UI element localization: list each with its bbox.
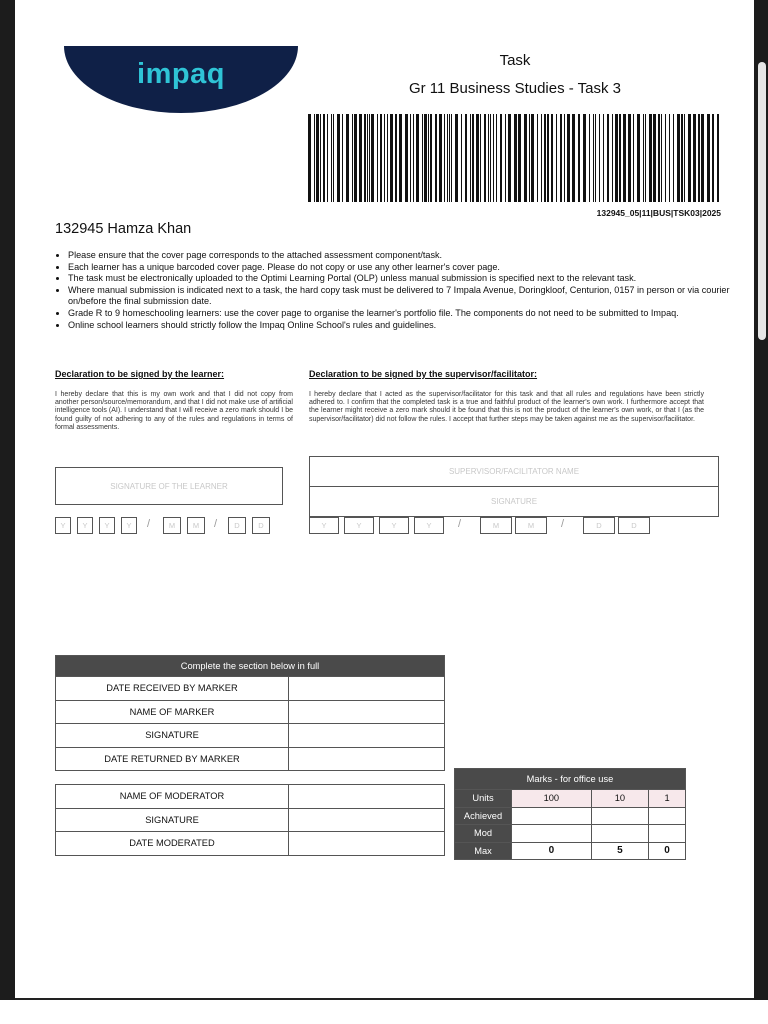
document-page	[15, 0, 754, 998]
barcode-bar	[346, 114, 349, 202]
table-row	[56, 832, 445, 856]
date-separator: /	[561, 518, 565, 530]
left-edge	[0, 0, 15, 1000]
learner-signature-field[interactable]: SIGNATURE OF THE LEARNER	[55, 467, 283, 505]
supervisor-date-day-box[interactable]: D	[583, 517, 615, 534]
units-label: Units	[455, 790, 512, 808]
barcode-bar	[410, 114, 411, 202]
table-row	[56, 700, 445, 724]
barcode-bar	[371, 114, 374, 202]
supervisor-date-year-box[interactable]: Y	[414, 517, 444, 534]
barcode-bar	[619, 114, 621, 202]
date-received-field[interactable]	[289, 677, 445, 701]
marks-table	[454, 768, 686, 860]
date-moderated-label: DATE MODERATED	[56, 832, 289, 856]
page-bottom-border	[15, 998, 754, 1000]
barcode-number: 132945_05|11|BUS|TSK03|2025	[596, 208, 721, 218]
date-separator: /	[147, 518, 151, 530]
barcode-bar	[337, 114, 340, 202]
learner-name: 132945 Hamza Khan	[55, 221, 192, 237]
barcode-bar	[461, 114, 462, 202]
table-row	[56, 808, 445, 832]
marker-signature-label: SIGNATURE	[56, 724, 289, 748]
barcode-bar	[387, 114, 388, 202]
mod-label: Mod	[455, 825, 512, 843]
table-row	[56, 677, 445, 701]
barcode-bar	[413, 114, 414, 202]
learner-date-day-box[interactable]: D	[228, 517, 246, 534]
barcode-bar	[430, 114, 432, 202]
impaq-logo	[64, 46, 298, 113]
supervisor-signature-field[interactable]: SIGNATURE	[309, 486, 719, 517]
barcode-bar	[607, 114, 609, 202]
supervisor-date-month-box[interactable]: M	[480, 517, 512, 534]
barcode-bar	[531, 114, 534, 202]
barcode-bar	[698, 114, 700, 202]
barcode-bar	[684, 114, 685, 202]
date-separator: /	[214, 518, 218, 530]
barcode-bar	[643, 114, 644, 202]
barcode-bar	[649, 114, 652, 202]
barcode-bar	[681, 114, 683, 202]
learner-date-month-box[interactable]: M	[187, 517, 205, 534]
marker-name-field[interactable]	[289, 700, 445, 724]
barcode-bar	[500, 114, 502, 202]
barcode-bar	[314, 114, 315, 202]
right-scrollbar-track[interactable]	[754, 0, 768, 1000]
barcode-bar	[359, 114, 362, 202]
barcode-bar	[693, 114, 696, 202]
barcode-bar	[424, 114, 427, 202]
logo-text: impaq	[137, 58, 225, 90]
learner-declaration-text: I hereby declare that this is my own work and that I did not copy from another person/source/memorandum, and that I did not make use of artificial intelligence tools (AI). I understand that I will receive a zero mark should I be found guilty of not adhering to any of the rules and regulations in terms of formal assessments.	[55, 391, 293, 431]
barcode-bar	[331, 114, 332, 202]
barcode-bar	[476, 114, 479, 202]
learner-date-year-box[interactable]: Y	[55, 517, 71, 534]
barcode-bar	[505, 114, 506, 202]
barcode-bar	[364, 114, 366, 202]
barcode-bar	[435, 114, 437, 202]
barcode-bar	[551, 114, 553, 202]
barcode-bar	[428, 114, 429, 202]
supervisor-declaration-title: Declaration to be signed by the supervisor/facilitator:	[309, 369, 538, 379]
learner-date-year-box[interactable]: Y	[99, 517, 115, 534]
barcode-bar	[583, 114, 586, 202]
instructions-list	[55, 250, 738, 331]
barcode-bar	[488, 114, 489, 202]
table-row	[56, 785, 445, 809]
max-row	[455, 842, 686, 860]
achieved-row	[455, 807, 686, 825]
barcode-bar	[470, 114, 471, 202]
barcode-bar	[518, 114, 521, 202]
barcode-bar	[578, 114, 580, 202]
barcode-bar	[439, 114, 442, 202]
barcode-bar	[451, 114, 452, 202]
barcode-bar	[633, 114, 634, 202]
barcode-bar	[665, 114, 666, 202]
barcode-bar	[603, 114, 604, 202]
barcode-bar	[661, 114, 662, 202]
units-tens: 10	[591, 790, 648, 808]
barcode-bar	[567, 114, 570, 202]
barcode-bar	[572, 114, 575, 202]
moderator-table	[55, 784, 445, 856]
max-hundreds: 0	[512, 842, 592, 860]
barcode-bar	[547, 114, 549, 202]
max-label: Max	[455, 842, 512, 860]
marker-table-header: Complete the section below in full	[56, 656, 445, 677]
date-moderated-field[interactable]	[289, 832, 445, 856]
barcode-bar	[369, 114, 370, 202]
barcode-bar	[712, 114, 714, 202]
barcode-bar	[352, 114, 353, 202]
barcode-bar	[472, 114, 474, 202]
barcode-bar	[384, 114, 385, 202]
max-ones: 0	[649, 842, 686, 860]
barcode-bar	[593, 114, 594, 202]
supervisor-date-month-box[interactable]: M	[515, 517, 547, 534]
barcode-bar	[316, 114, 319, 202]
barcode-bar	[496, 114, 497, 202]
barcode-bar	[628, 114, 631, 202]
barcode-bar	[623, 114, 626, 202]
barcode-bar	[524, 114, 527, 202]
barcode-bar	[399, 114, 402, 202]
barcode-bar	[333, 114, 334, 202]
table-row	[56, 747, 445, 771]
supervisor-date-year-box[interactable]: Y	[379, 517, 409, 534]
marker-table	[55, 655, 445, 771]
barcode-bar	[395, 114, 397, 202]
barcode-bar	[514, 114, 517, 202]
barcode-bar	[390, 114, 393, 202]
marker-signature-field[interactable]	[289, 724, 445, 748]
instruction-item: • The task must be electronically uploaded to the Optimi Learning Portal (OLP) unless manual submission is specified next to the relevant task.	[68, 273, 738, 285]
moderator-name-field[interactable]	[289, 785, 445, 809]
barcode-bar	[541, 114, 542, 202]
learner-date-year-box[interactable]: Y	[77, 517, 93, 534]
mod-ones-field[interactable]	[649, 825, 686, 843]
barcode-bar	[323, 114, 325, 202]
marks-table-header: Marks - for office use	[455, 769, 686, 790]
scrollbar-thumb[interactable]	[758, 62, 766, 340]
barcode-bar	[490, 114, 491, 202]
barcode-bar	[544, 114, 546, 202]
barcode-bar	[677, 114, 680, 202]
moderator-signature-field[interactable]	[289, 808, 445, 832]
marker-name-label: NAME OF MARKER	[56, 700, 289, 724]
barcode-bar	[688, 114, 691, 202]
instruction-item: • Online school learners should strictly follow the Impaq Online School's rules and guidelines.	[68, 320, 738, 332]
barcode-bar	[701, 114, 704, 202]
barcode-bar	[416, 114, 419, 202]
barcode-bar	[653, 114, 656, 202]
barcode-bar	[645, 114, 646, 202]
barcode-bar	[673, 114, 674, 202]
achieved-hundreds-field[interactable]	[512, 807, 592, 825]
date-returned-label: DATE RETURNED BY MARKER	[56, 747, 289, 771]
barcode-bar	[447, 114, 448, 202]
mod-hundreds-field[interactable]	[512, 825, 592, 843]
date-received-label: DATE RECEIVED BY MARKER	[56, 677, 289, 701]
achieved-label: Achieved	[455, 807, 512, 825]
barcode-bar	[493, 114, 494, 202]
barcode-bar	[537, 114, 538, 202]
learner-declaration-title: Declaration to be signed by the learner:	[55, 369, 225, 379]
units-hundreds: 100	[512, 790, 592, 808]
barcode-bar	[342, 114, 343, 202]
achieved-tens-field[interactable]	[591, 807, 648, 825]
instruction-item: • Grade R to 9 homeschooling learners: use the cover page to organise the learner's portfolio file. The components do not need to be submitted to Impaq.	[68, 308, 738, 320]
barcode-bar	[658, 114, 660, 202]
barcode	[308, 114, 720, 202]
barcode-bar	[599, 114, 600, 202]
barcode-bar	[508, 114, 511, 202]
mod-tens-field[interactable]	[591, 825, 648, 843]
barcode-bar	[556, 114, 557, 202]
task-title: Gr 11 Business Studies - Task 3	[408, 80, 622, 97]
barcode-bar	[669, 114, 670, 202]
achieved-ones-field[interactable]	[649, 807, 686, 825]
barcode-bar	[444, 114, 445, 202]
barcode-bar	[637, 114, 640, 202]
barcode-bar	[377, 114, 378, 202]
barcode-bar	[455, 114, 458, 202]
barcode-bar	[589, 114, 590, 202]
barcode-bar	[380, 114, 382, 202]
date-returned-field[interactable]	[289, 747, 445, 771]
barcode-bar	[308, 114, 311, 202]
units-ones: 1	[649, 790, 686, 808]
instruction-item: • Each learner has a unique barcoded cover page. Please do not copy or use any other learner's cover page.	[68, 262, 738, 274]
mod-row	[455, 825, 686, 843]
barcode-bar	[480, 114, 481, 202]
barcode-bar	[560, 114, 562, 202]
learner-date-year-box[interactable]: Y	[121, 517, 137, 534]
supervisor-date-day-box[interactable]: D	[618, 517, 650, 534]
moderator-signature-label: SIGNATURE	[56, 808, 289, 832]
barcode-bar	[367, 114, 368, 202]
supervisor-name-field[interactable]: SUPERVISOR/FACILITATOR NAME	[309, 456, 719, 487]
task-label: Task	[499, 52, 531, 69]
learner-date-day-box[interactable]: D	[252, 517, 270, 534]
barcode-bar	[612, 114, 613, 202]
table-row	[56, 724, 445, 748]
barcode-bar	[615, 114, 618, 202]
barcode-bar	[422, 114, 423, 202]
supervisor-date-year-box[interactable]: Y	[344, 517, 374, 534]
max-tens: 5	[591, 842, 648, 860]
barcode-bar	[529, 114, 530, 202]
barcode-bar	[327, 114, 328, 202]
supervisor-declaration-text: I hereby declare that I acted as the supervisor/facilitator for this task and that all rules and regulations have been strictly adhered to. I confirm that the completed task is a true and faithful product of the learner's own work. I furthermore accept that the learner might receive a zero mark should it be found that this is not the product of the learner's own work, or that I (as the supervisor/facilitator) did not follow the rules. I accept that further steps may be taken against me as the supervisor/facilitator.	[309, 391, 704, 423]
moderator-name-label: NAME OF MODERATOR	[56, 785, 289, 809]
barcode-bar	[320, 114, 321, 202]
supervisor-date-year-box[interactable]: Y	[309, 517, 339, 534]
barcode-bar	[707, 114, 710, 202]
units-row	[455, 790, 686, 808]
barcode-bar	[595, 114, 596, 202]
barcode-bar	[354, 114, 357, 202]
instruction-item: • Where manual submission is indicated next to a task, the hard copy task must be delivered to 7 Impala Avenue, Doringkloof, Centurion, 0157 in person or via courier on/before the final submission date.	[68, 285, 738, 308]
barcode-bar	[405, 114, 408, 202]
barcode-bar	[465, 114, 467, 202]
instruction-item: • Please ensure that the cover page corresponds to the attached assessment component/task.	[68, 250, 738, 262]
barcode-bar	[449, 114, 450, 202]
barcode-bar	[564, 114, 565, 202]
barcode-bar	[484, 114, 486, 202]
barcode-bar	[717, 114, 719, 202]
learner-date-month-box[interactable]: M	[163, 517, 181, 534]
date-separator: /	[458, 518, 462, 530]
